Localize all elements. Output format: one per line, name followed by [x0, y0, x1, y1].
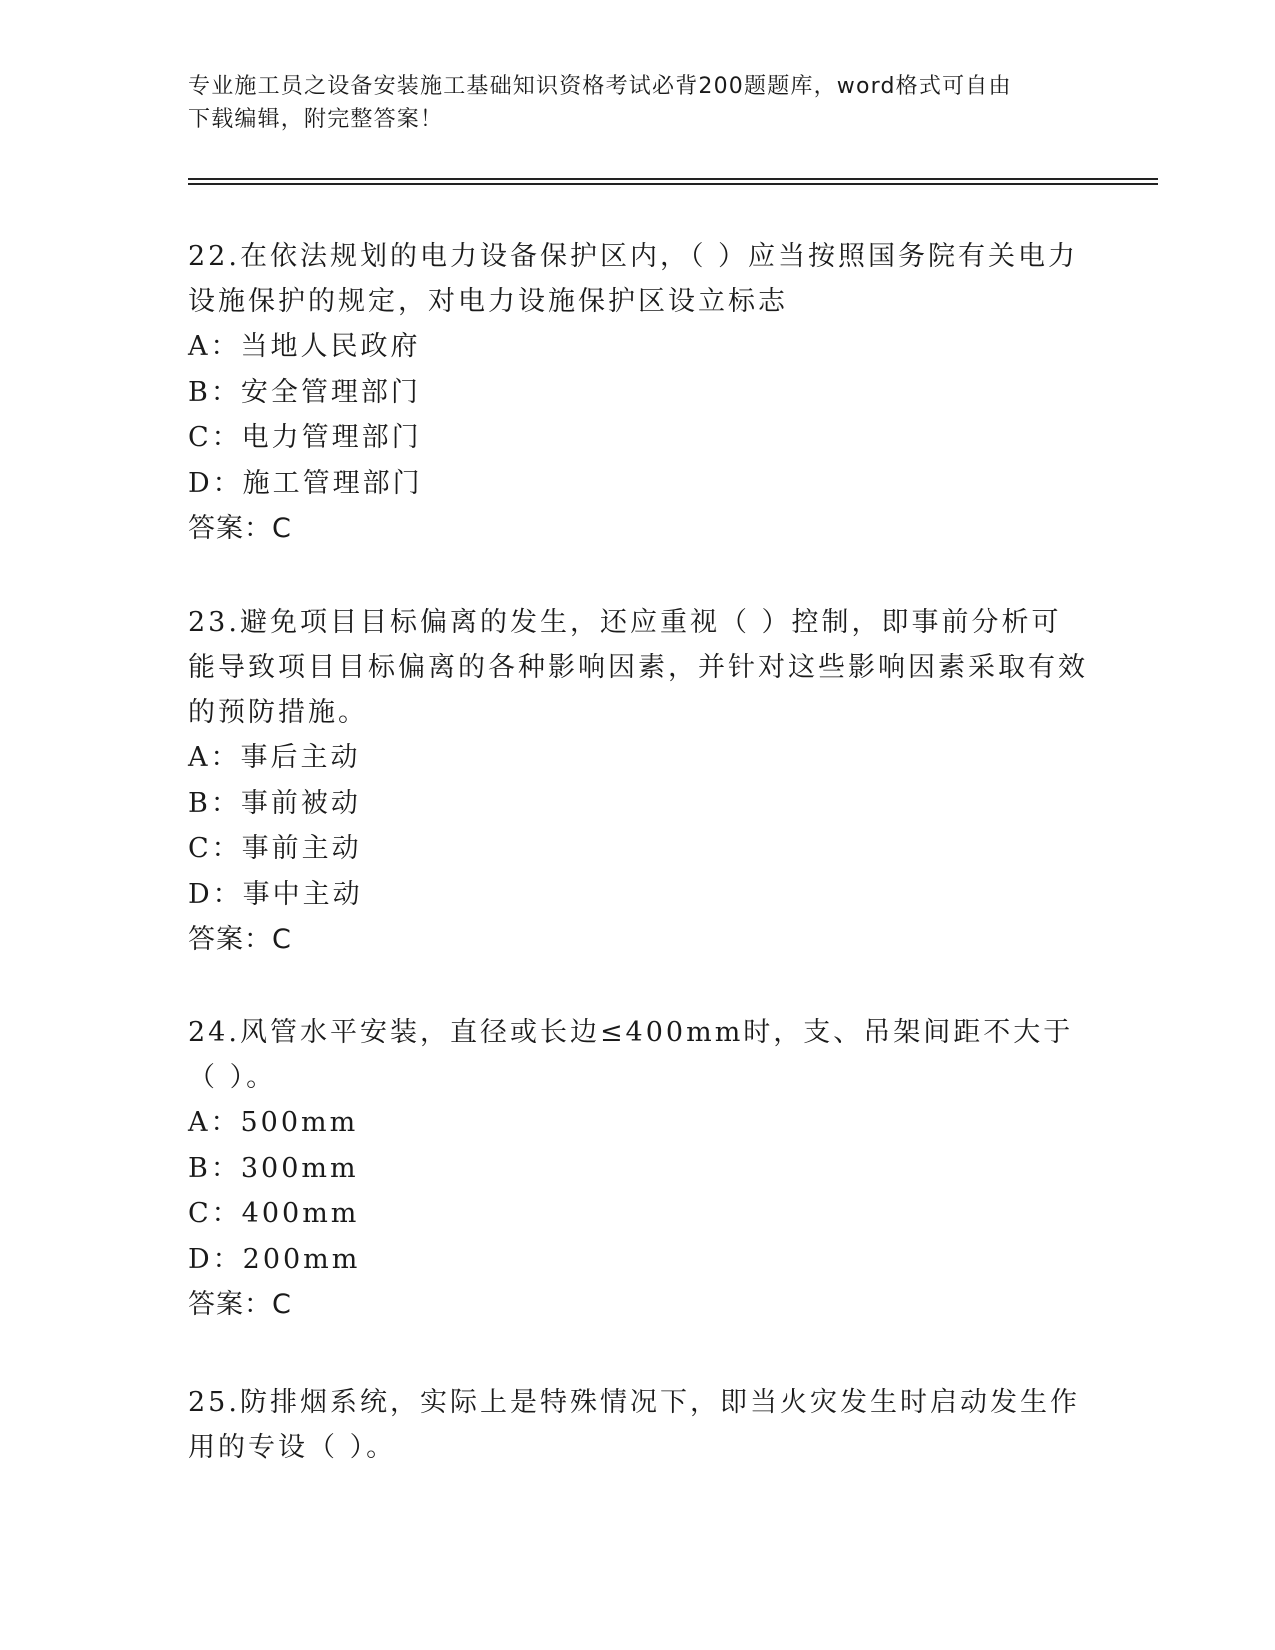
question-stem: 24.风管水平安装，直径或长边≤400mm时，支、吊架间距不大于（ ）。	[188, 1017, 1074, 1093]
option-d: D：施工管理部门	[188, 467, 423, 499]
answer: 答案：C	[188, 513, 292, 544]
question-25	[188, 1380, 1088, 1470]
option-a: A：事后主动	[188, 742, 361, 773]
option-b: B：300mm	[188, 1152, 359, 1184]
option-c: C：400mm	[188, 1198, 360, 1229]
question-stem: 23.避免项目目标偏离的发生，还应重视（ ）控制，即事前分析可能导致项目目标偏离的各种影响因素，并针对这些影响因素采取有效的预防措施。	[188, 607, 1088, 728]
option-b: B：安全管理部门	[188, 376, 421, 408]
header-divider-top	[188, 178, 1158, 180]
option-b: B：事前被动	[188, 787, 361, 819]
option-c: C：事前主动	[188, 833, 362, 864]
option-c: C：电力管理部门	[188, 422, 422, 453]
option-d: D：200mm	[188, 1243, 361, 1275]
option-a: A：500mm	[188, 1107, 359, 1138]
answer: 答案：C	[188, 924, 292, 955]
question-stem: 25.防排烟系统，实际上是特殊情况下，即当火灾发生时启动发生作用的专设（ ）。	[188, 1387, 1080, 1463]
header-divider-bottom	[188, 183, 1158, 185]
option-a: A：当地人民政府	[188, 331, 421, 362]
question-23	[188, 600, 1088, 962]
header-line-2: 下载编辑，附完整答案！	[188, 107, 444, 132]
option-d: D：事中主动	[188, 878, 363, 910]
answer: 答案：C	[188, 1289, 292, 1320]
question-stem: 22.在依法规划的电力设备保护区内，（ ）应当按照国务院有关电力设施保护的规定，对电力设施保护区设立标志	[188, 241, 1079, 317]
document-header	[188, 70, 1088, 136]
question-24	[188, 1010, 1088, 1327]
header-line-1: 专业施工员之设备安装施工基础知识资格考试必背200题题库，word格式可自由	[188, 74, 1012, 99]
question-22	[188, 234, 1088, 551]
